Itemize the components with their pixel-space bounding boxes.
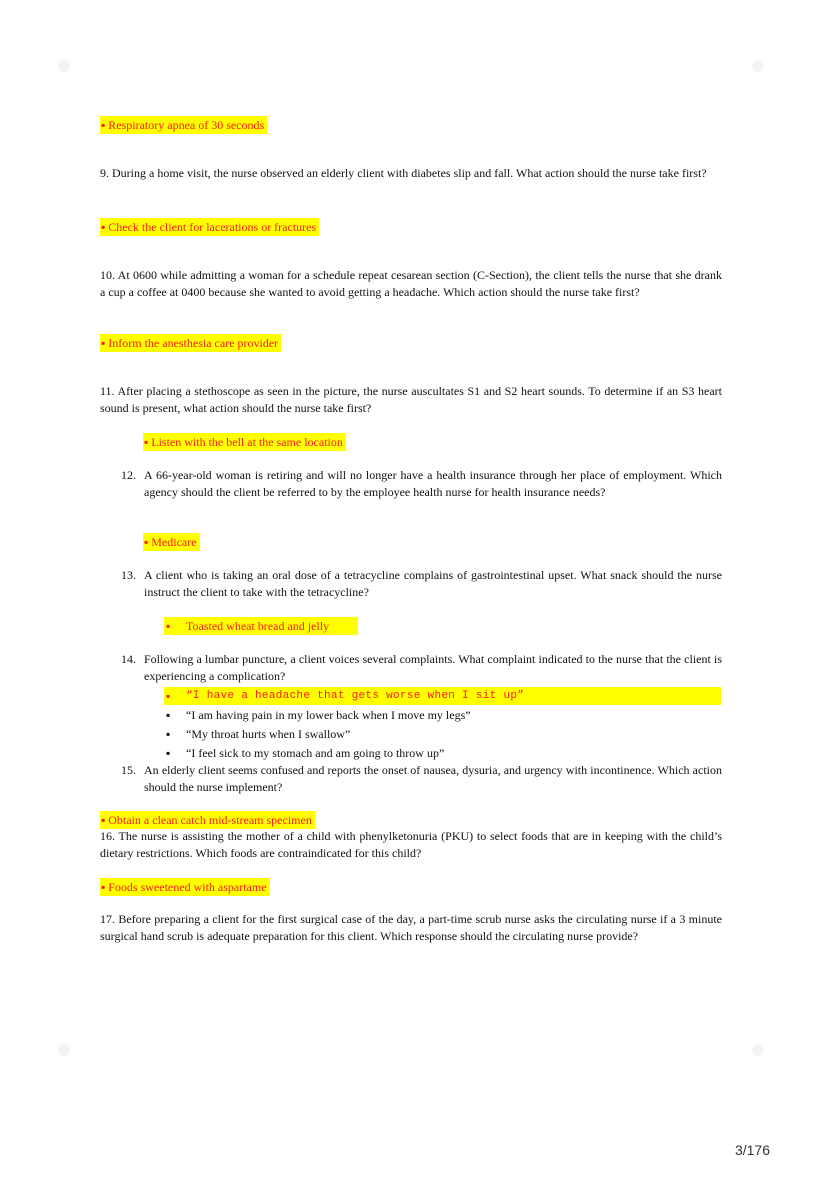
bullet-marker: ▪: [166, 708, 171, 722]
question-text: A 66-year-old woman is retiring and will no longer have a health insurance through her place of employment. Which agency should the client be referred to by the employee health nurse for health insurance needs?: [144, 468, 722, 499]
question-text: A client who is taking an oral dose of a tetracycline complains of gastrointestinal upset. What snack should the nurse instruct the client to take with the tetracycline?: [144, 568, 722, 599]
answer-highlight: ▪ Listen with the bell at the same location: [143, 433, 346, 451]
question-number: 14.: [121, 652, 136, 666]
page-number: 3/176: [734, 1142, 770, 1158]
question-number: 15.: [121, 763, 136, 777]
page-corner-mark: [752, 1044, 764, 1056]
option-item: [164, 706, 721, 724]
bullet-marker: ▪: [166, 689, 171, 703]
answer-highlight: ▪ Foods sweetened with aspartame: [100, 878, 270, 896]
option-item: [164, 725, 721, 743]
answer-highlight: ▪ Obtain a clean catch mid-stream specimen: [100, 811, 315, 829]
question-text: 17. Before preparing a client for the first surgical case of the day, a part-time scrub nurse asks the circulating nurse if a 3 minute surgical hand scrub is adequate preparation for this client. Which response should the circulating nurse provide?: [100, 912, 722, 943]
answer-highlight: ▪ Respiratory apnea of 30 seconds: [100, 116, 267, 134]
option-item: [164, 744, 721, 762]
question-text: Following a lumbar puncture, a client voices several complaints. What complaint indicated to the nurse that the client is experiencing a complication?: [144, 652, 722, 683]
question-item: [121, 651, 722, 685]
question-item: [121, 762, 722, 796]
question-text: 16. The nurse is assisting the mother of a child with phenylketonuria (PKU) to select foods that are in keeping with the child’s dietary restrictions. Which foods are contraindicated for this child?: [100, 829, 722, 860]
answer-highlight: [164, 617, 358, 635]
option-text: “I am having pain in my lower back when I move my legs”: [186, 708, 471, 722]
question-number: 12.: [121, 468, 136, 482]
question-item: [121, 467, 722, 501]
page-corner-mark: [58, 1044, 70, 1056]
page-corner-mark: [752, 60, 764, 72]
option-text: “My throat hurts when I swallow”: [186, 727, 351, 741]
option-item-correct: [164, 687, 721, 705]
question-text: 10. At 0600 while admitting a woman for a schedule repeat cesarean section (C-Section), the client tells the nurse that she drank a cup a coffee at 0400 because she wanted to avoid getting a headache. Which action should the nurse take first?: [100, 268, 722, 299]
question-text: 9. During a home visit, the nurse observed an elderly client with diabetes slip and fall. What action should the nurse take first?: [100, 166, 707, 180]
answer-highlight: ▪ Medicare: [143, 533, 200, 551]
question-item: [121, 567, 722, 601]
option-text: “I have a headache that gets worse when I sit up”: [186, 690, 525, 702]
question-number: 13.: [121, 568, 136, 582]
bullet-marker: ▪: [166, 619, 171, 633]
bullet-marker: ▪: [166, 746, 171, 760]
question-text: An elderly client seems confused and reports the onset of nausea, dysuria, and urgency with incontinence. Which action should the nurse implement?: [144, 763, 722, 794]
bullet-marker: ▪: [166, 727, 171, 741]
answer-text: Toasted wheat bread and jelly: [186, 619, 330, 633]
question-text: 11. After placing a stethoscope as seen in the picture, the nurse auscultates S1 and S2 heart sounds. To determine if an S3 heart sound is present, what action should the nurse take first?: [100, 384, 722, 415]
answer-highlight: ▪ Inform the anesthesia care provider: [100, 334, 281, 352]
option-text: “I feel sick to my stomach and am going to throw up”: [186, 746, 445, 760]
page-corner-mark: [58, 60, 70, 72]
answer-highlight: ▪ Check the client for lacerations or fractures: [100, 218, 319, 236]
